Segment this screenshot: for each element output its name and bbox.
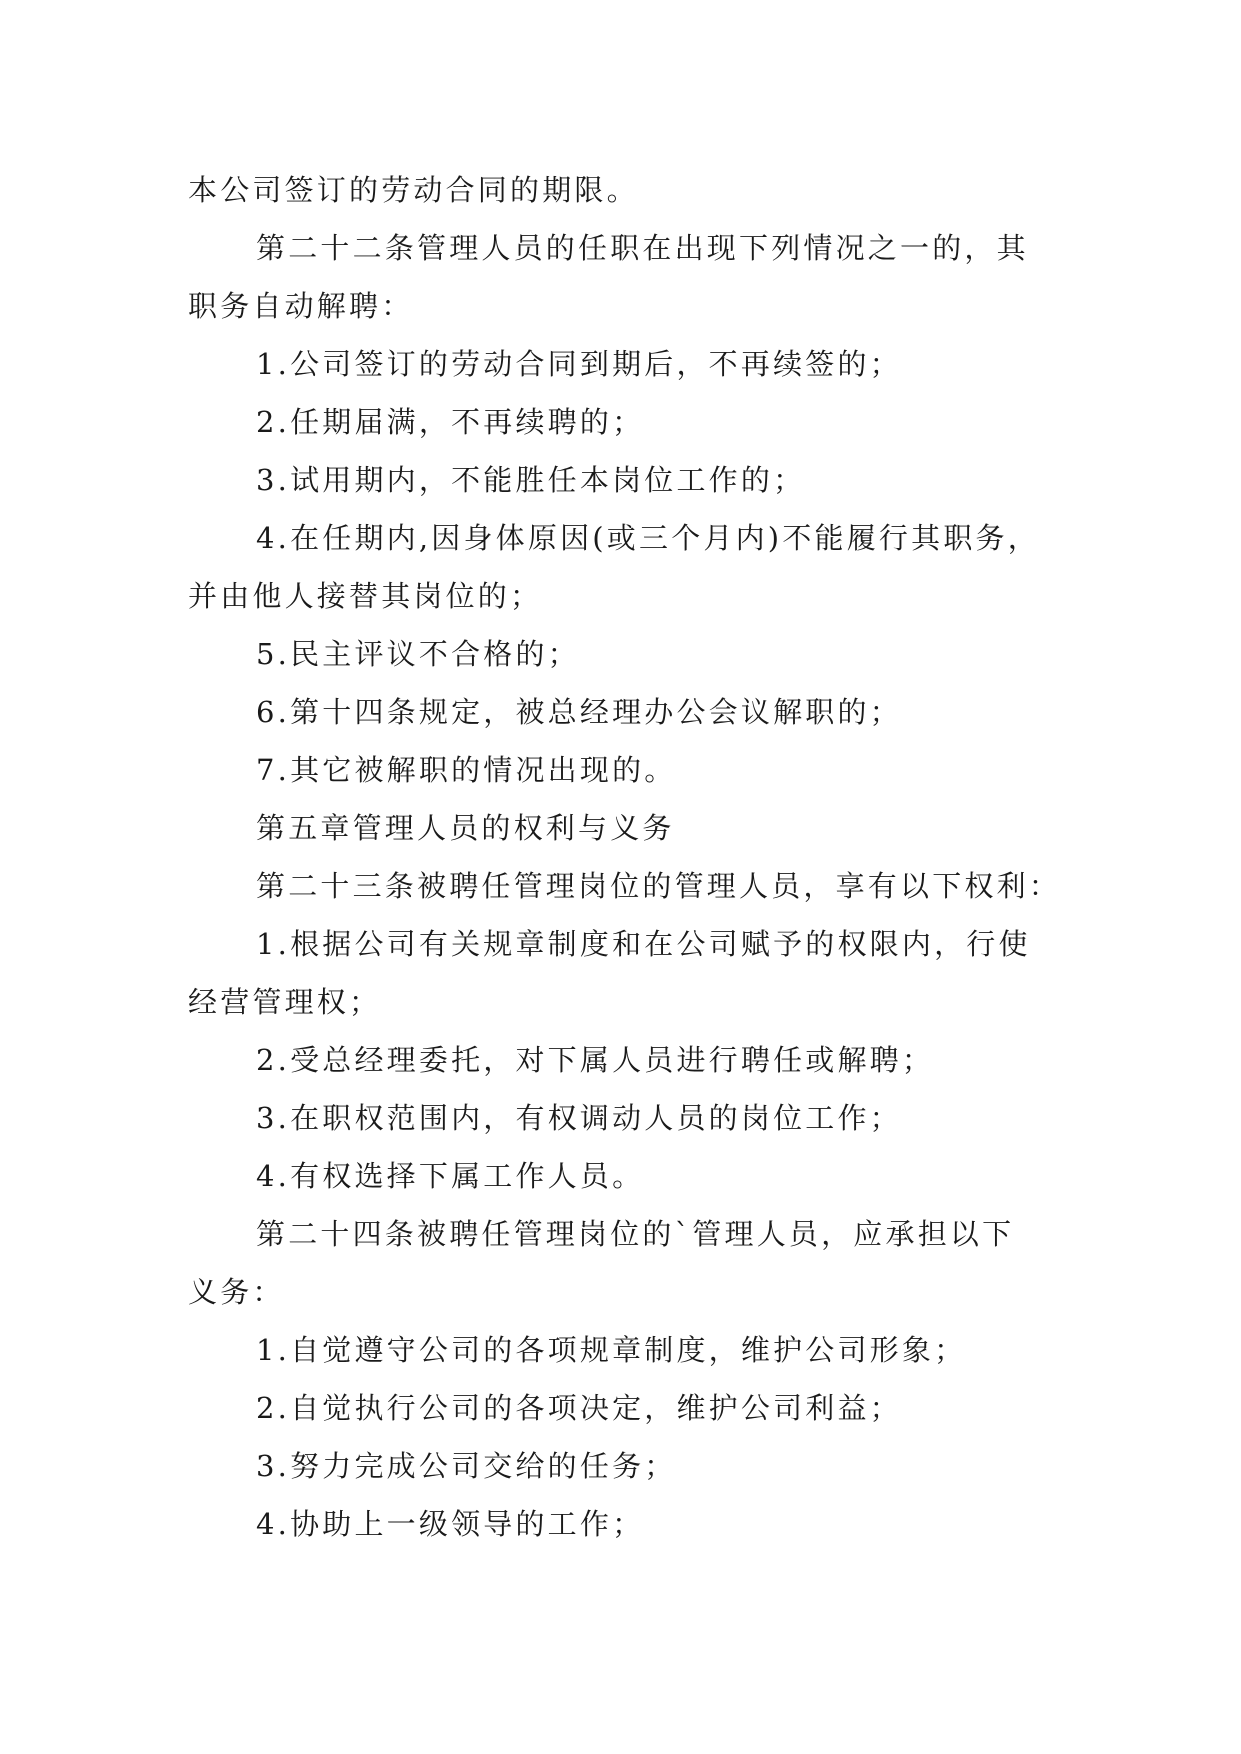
text-line: 2.受总经理委托，对下属人员进行聘任或解聘； (256, 1043, 935, 1077)
text-line: 6.第十四条规定，被总经理办公会议解职的； (256, 695, 902, 729)
text-line: 4.协助上一级领导的工作； (256, 1507, 645, 1541)
text-line: 2.自觉执行公司的各项决定，维护公司利益； (256, 1391, 902, 1425)
text-line: 第二十二条管理人员的任职在出现下列情况之一的，其 (256, 231, 1029, 265)
text-line: 经营管理权； (188, 985, 382, 1019)
text-line: 5.民主评议不合格的； (256, 637, 580, 671)
text-line: 第二十三条被聘任管理岗位的管理人员，享有以下权利： (256, 869, 1062, 903)
text-line: 3.试用期内，不能胜任本岗位工作的； (256, 463, 806, 497)
text-line: 3.努力完成公司交给的任务； (256, 1449, 677, 1483)
text-line: 1.公司签订的劳动合同到期后，不再续签的； (256, 347, 902, 381)
chapter-heading: 第五章管理人员的权利与义务 (256, 811, 675, 845)
text-line: 1.自觉遵守公司的各项规章制度，维护公司形象； (256, 1333, 967, 1367)
document-body (188, 161, 1062, 1553)
text-line: 4.在任期内,因身体原因(或三个月内)不能履行其职务， (256, 521, 1040, 555)
text-line: 义务： (188, 1275, 285, 1309)
text-line: 7.其它被解职的情况出现的。 (256, 753, 677, 787)
text-line: 3.在职权范围内，有权调动人员的岗位工作； (256, 1101, 902, 1135)
text-line: 职务自动解聘： (188, 289, 414, 323)
text-line: 并由他人接替其岗位的； (188, 579, 543, 613)
text-line: 本公司签订的劳动合同的期限。 (188, 173, 639, 207)
text-line: 4.有权选择下属工作人员。 (256, 1159, 645, 1193)
text-line: 1.根据公司有关规章制度和在公司赋予的权限内，行使 (256, 927, 1031, 961)
text-line: 第二十四条被聘任管理岗位的`管理人员，应承担以下 (256, 1217, 1015, 1251)
text-line: 2.任期届满，不再续聘的； (256, 405, 645, 439)
